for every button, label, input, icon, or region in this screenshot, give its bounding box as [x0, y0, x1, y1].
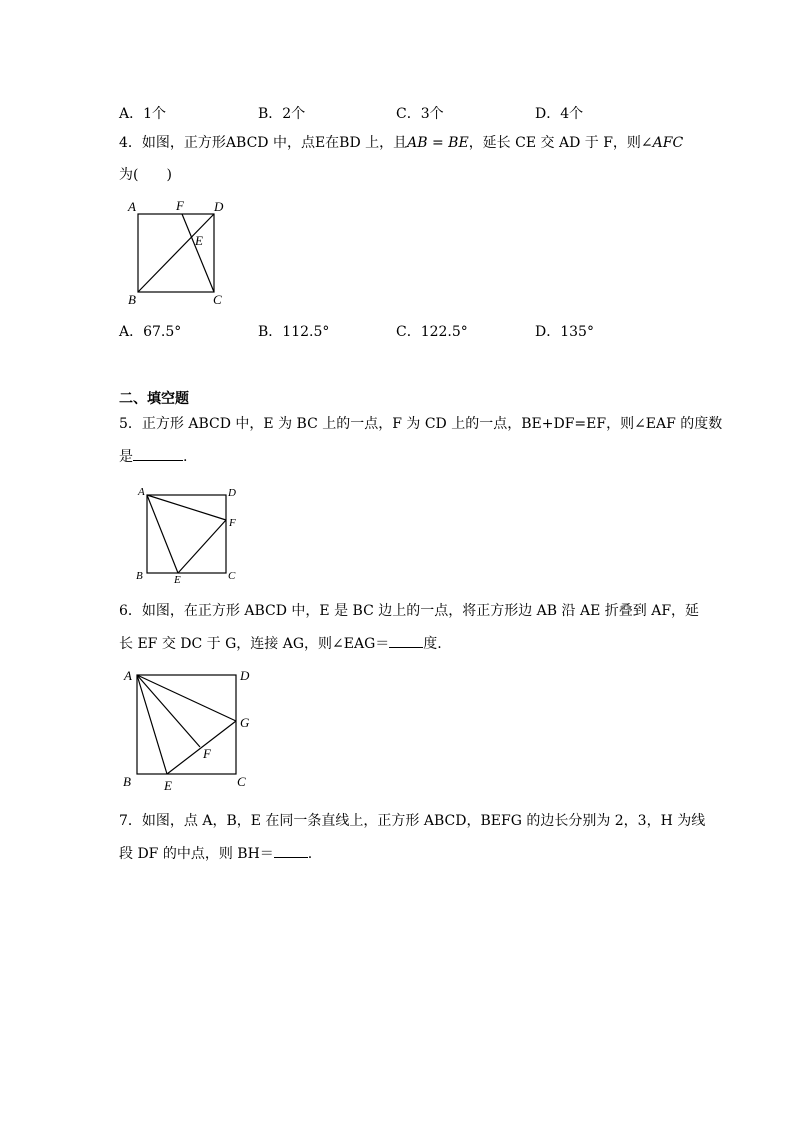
q4-label-a: A — [128, 199, 136, 214]
q3-option-d: D．4个 — [535, 106, 584, 122]
q4-option-b: B．112.5° — [258, 324, 330, 340]
q6-stem-line2: 长 EF 交 DC 于 G，连接 AG，则∠EAG＝ 度. — [119, 633, 442, 654]
q3-option-b: B．2个 — [258, 106, 306, 122]
q4-option-a: A．67.5° — [119, 324, 182, 340]
q4-stem-line1: 4．如图，正方形ABCD 中，点E在BD 上，且AB = BE，延长 CE 交 AD 于 F，则∠AFC — [119, 135, 684, 151]
q5-label-f: F — [229, 517, 236, 529]
q4-label-f: F — [176, 198, 184, 213]
q6-label-a: A — [124, 668, 132, 683]
q6-label-f: F — [203, 746, 211, 761]
q5-label-e: E — [174, 574, 181, 586]
section-title-fill-in: 二、填空题 — [119, 391, 189, 407]
q3-option-c: C．3个 — [396, 106, 444, 122]
q5-label-a: A — [138, 486, 145, 498]
q6-line-ag — [137, 675, 236, 721]
q4-label-b: B — [128, 292, 136, 307]
q6-label-d: D — [240, 668, 250, 683]
q6-label-b: B — [123, 774, 131, 789]
q5-stem-line2: 是 . — [119, 446, 187, 467]
q6-line-ae — [137, 675, 167, 774]
q7-answer-blank — [274, 843, 308, 858]
q6-label-g: G — [240, 715, 250, 730]
q6-stem-line1: 6．如图，在正方形 ABCD 中，E 是 BC 边上的一点，将正方形边 AB 沿 AE 折叠到 AF，延 — [119, 603, 700, 619]
q4-option-d: D．135° — [535, 324, 594, 340]
q4-math-ab-be: AB = BE — [407, 135, 469, 151]
q5-label-c: C — [228, 570, 236, 582]
q4-label-e: E — [195, 233, 203, 248]
q4-option-c: C．122.5° — [396, 324, 468, 340]
q4-label-d: D — [214, 199, 224, 214]
q5-label-d: D — [228, 487, 236, 499]
q6-label-e: E — [164, 778, 172, 793]
q5-label-b: B — [136, 570, 143, 582]
q4-stem-line2: 为( ) — [119, 167, 172, 183]
q7-stem-line2: 段 DF 的中点，则 BH＝ . — [119, 843, 312, 864]
q7-stem-line1: 7．如图，点 A，B，E 在同一条直线上，正方形 ABCD，BEFG 的边长分别为 2，3，H 为线 — [119, 813, 706, 829]
q4-label-c: C — [213, 292, 222, 307]
q6-label-c: C — [237, 774, 246, 789]
q3-option-a: A．1个 — [119, 106, 167, 122]
q6-line-af — [137, 675, 200, 747]
q4-math-angle-afc: ∠AFC — [640, 135, 684, 151]
q6-line-eg — [167, 721, 236, 774]
q5-stem-line1: 5．正方形 ABCD 中，E 为 BC 上的一点，F 为 CD 上的一点，BE+DF=EF，则∠EAF 的度数 — [119, 416, 723, 432]
